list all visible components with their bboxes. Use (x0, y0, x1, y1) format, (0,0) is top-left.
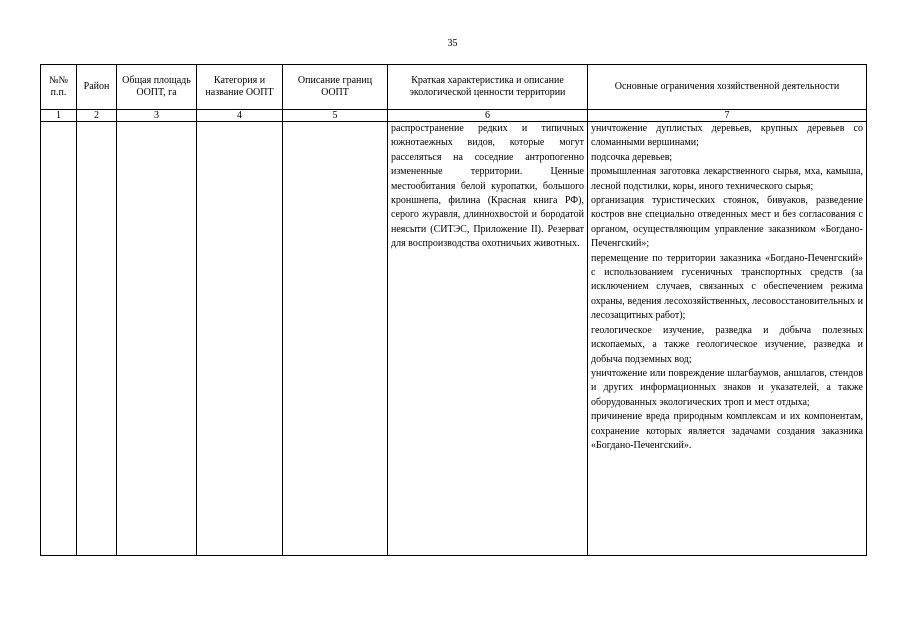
header-row (41, 65, 867, 110)
cell-category (197, 122, 283, 556)
column-number-row (41, 110, 867, 122)
cell-characteristics (388, 122, 588, 556)
column-number: 7 (588, 110, 867, 122)
header-category: Категория и название ООПТ (197, 65, 283, 110)
column-number: 1 (41, 110, 77, 122)
cell-district (77, 122, 117, 556)
restriction-item: причинение вреда природным комплексам и их компонентам, сохранение которых является задачами создания заказника «Богдано-Печенгский». (591, 411, 863, 451)
restriction-item: подсочка деревьев; (591, 151, 673, 163)
page-number: 35 (447, 38, 458, 49)
characteristics-text: распространение редких и типичных южнотаежных видов, которые могут расселяться на соседние антропогенно измененные территории. Ценные местообитания белой куропатки, большого кроншнепа, филина (Красная книга РФ), серого журавля, длиннохвостой и бородатой неясыти (СИТЭС, Приложение II). Резерват для воспроизводства охотничьих животных. (391, 123, 584, 250)
restriction-item: перемещение по территории заказника «Богдано-Печенгский» с использованием гусеничных транспортных средств (за исключением случаев, связанных с обеспечением режима охраны, ведения лесохозяйственных, лесовосстановительных и лесозащитных работ); (591, 252, 863, 322)
restriction-item: уничтожение или повреждение шлагбаумов, аншлагов, стендов и других информационных знаков и указателей, а также оборудованных экологических троп и мест отдыха; (591, 367, 863, 408)
cell-number (41, 122, 77, 556)
column-number: 2 (77, 110, 117, 122)
table-row (41, 122, 867, 556)
restriction-item: промышленная заготовка лекарственного сырья, мха, камыша, лесной подстилки, коры, иного технического сырья; (591, 166, 863, 192)
cell-area (117, 122, 197, 556)
header-characteristics: Краткая характеристика и описание экологической ценности территории (388, 65, 588, 110)
cell-boundaries (283, 122, 388, 556)
header-number: №№ п.п. (41, 65, 77, 110)
header-area: Общая площадь ООПТ, га (117, 65, 197, 110)
column-number: 6 (388, 110, 588, 122)
restriction-item: уничтожение дуплистых деревьев, крупных деревьев со сломанными вершинами; (591, 123, 863, 149)
header-boundaries: Описание границ ООПТ (283, 65, 388, 110)
restriction-item: организация туристических стоянок, бивуаков, разведение костров вне специально отведенных мест и без согласования с органом, осуществляющим управление заказником «Богдано-Печенгский»; (591, 195, 863, 250)
header-district: Район (77, 65, 117, 110)
cell-restrictions (588, 122, 867, 556)
column-number: 3 (117, 110, 197, 122)
protected-areas-table (40, 64, 867, 556)
restriction-item: геологическое изучение, разведка и добыча полезных ископаемых, а также геологическое изучение, разведка и добыча подземных вод; (591, 324, 863, 365)
column-number: 4 (197, 110, 283, 122)
column-number: 5 (283, 110, 388, 122)
header-restrictions: Основные ограничения хозяйственной деятельности (588, 65, 867, 110)
